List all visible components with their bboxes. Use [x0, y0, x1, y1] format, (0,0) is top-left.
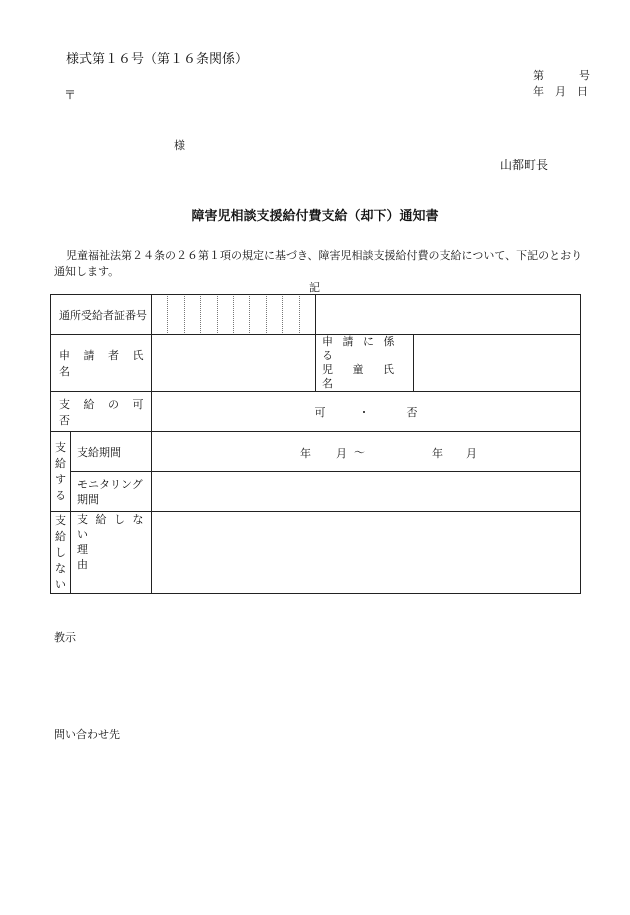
applicant-name-label: 申 請 者 氏 名	[51, 335, 152, 392]
row-names	[51, 335, 581, 392]
monitoring-label-line1: モニタリング	[77, 477, 143, 491]
approval-options	[152, 392, 581, 432]
cert-digit-box[interactable]	[152, 296, 168, 333]
deny-label-char: し	[55, 545, 66, 559]
grant-period-field[interactable]	[152, 432, 581, 472]
approval-separator: ・	[358, 405, 370, 419]
monitoring-field[interactable]	[152, 472, 581, 512]
approval-label: 支 給 の 可 否	[51, 392, 152, 432]
deny-reason-field[interactable]	[152, 512, 581, 594]
cert-digit-box[interactable]	[250, 296, 266, 333]
cert-digit-box[interactable]	[218, 296, 234, 333]
note-mark: 記	[309, 281, 320, 294]
deny-label-char: 支	[55, 513, 66, 527]
monitoring-label	[71, 472, 152, 512]
row-grant-period	[51, 432, 581, 472]
recipient-honorific: 様	[174, 139, 185, 152]
postal-mark: 〒	[64, 88, 77, 102]
cert-digit-box[interactable]	[168, 296, 184, 333]
row-cert-number	[51, 295, 581, 335]
cert-digit-box[interactable]	[267, 296, 283, 333]
period-year-2: 年	[432, 447, 443, 460]
monitoring-label-line2: 期間	[77, 492, 99, 506]
deny-label-char: い	[55, 577, 66, 591]
issuer-name: 山都町長	[500, 158, 549, 172]
approval-no[interactable]: 否	[406, 405, 418, 419]
deny-reason-label	[71, 512, 152, 594]
child-name-label	[316, 335, 414, 392]
deny-group-label	[51, 512, 71, 594]
notice-table	[50, 294, 581, 594]
deny-label-char: な	[55, 561, 66, 575]
period-month-1: 月	[336, 447, 347, 460]
child-name-field[interactable]	[414, 335, 581, 392]
cert-number-blank	[316, 295, 581, 335]
form-number: 様式第１６号（第１６条関係）	[66, 52, 249, 67]
deny-reason-label-line1: 支 給 し な い	[77, 512, 146, 541]
row-approval	[51, 392, 581, 432]
date-day: 日	[577, 85, 588, 98]
grant-label-char: 給	[55, 456, 66, 470]
grant-label-char: る	[55, 488, 66, 502]
applicant-name-field[interactable]	[152, 335, 316, 392]
child-name-label-line2: 児 童 氏 名	[322, 363, 402, 390]
doc-number-prefix: 第	[533, 69, 544, 82]
grant-label-char: す	[55, 472, 66, 486]
approval-yes[interactable]: 可	[314, 405, 326, 419]
cert-digit-box[interactable]	[300, 296, 315, 333]
period-tilde: ～	[354, 446, 365, 459]
body-text-line-1: 児童福祉法第２４条の２６第１項の規定に基づき、障害児相談支援給付費の支給について、下記のとおり	[66, 249, 583, 262]
cert-digit-box[interactable]	[283, 296, 299, 333]
row-monitoring	[51, 472, 581, 512]
period-month-2: 月	[466, 447, 477, 460]
deny-reason-label-line2: 理 由	[77, 542, 132, 571]
body-text-line-2: 通知します。	[54, 265, 120, 278]
date-year: 年	[533, 85, 544, 98]
grant-label-char: 支	[55, 440, 66, 454]
doc-number-suffix: 号	[579, 69, 590, 82]
document-title: 障害児相談支援給付費支給（却下）通知書	[191, 209, 439, 224]
deny-label-char: 給	[55, 529, 66, 543]
date-month: 月	[555, 85, 566, 98]
row-deny	[51, 512, 581, 594]
cert-digit-box[interactable]	[185, 296, 201, 333]
cert-number-label: 通所受給者証番号	[51, 295, 152, 335]
grant-group-label	[51, 432, 71, 512]
period-year-1: 年	[300, 447, 311, 460]
grant-period-label: 支給期間	[71, 432, 152, 472]
contact-label: 問い合わせ先	[54, 728, 120, 741]
child-name-label-line1: 申 請 に 係 る	[322, 335, 398, 362]
cert-number-boxes[interactable]	[152, 295, 316, 335]
cert-digit-box[interactable]	[201, 296, 217, 333]
instruction-label: 教示	[54, 631, 76, 644]
cert-digit-box[interactable]	[234, 296, 250, 333]
